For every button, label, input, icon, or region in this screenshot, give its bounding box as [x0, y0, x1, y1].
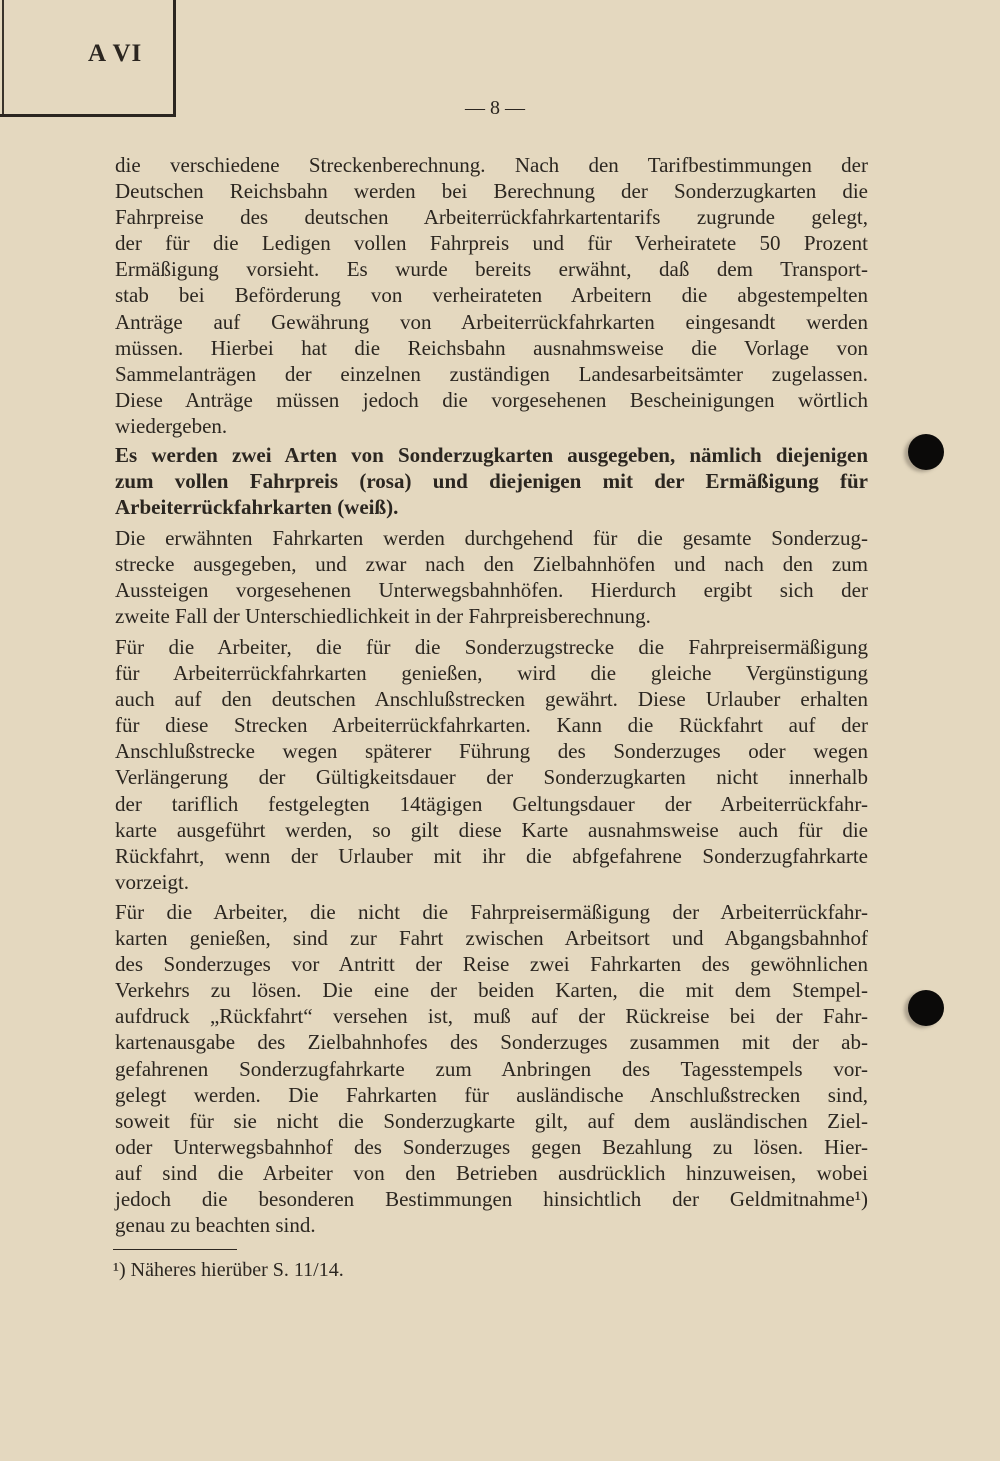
text-line: Deutschen Reichsbahn werden bei Berechnung der Sonderzugkarten die	[115, 179, 868, 204]
section-box-border	[173, 0, 176, 117]
text-line: Ermäßigung vorsieht. Es wurde bereits erwähnt, daß dem Transport-	[115, 257, 868, 282]
text-line: Verkehrs zu lösen. Die eine der beiden Karten, die mit dem Stempel-	[115, 978, 868, 1003]
text-line: Anträge auf Gewährung von Arbeiterrückfahrkarten eingesandt werden	[115, 309, 868, 334]
punch-hole	[908, 434, 944, 470]
text-line: Arbeiterrückfahrkarten (weiß).	[115, 495, 399, 520]
text-line: Für die Arbeiter, die nicht die Fahrpreisermäßigung der Arbeiterrückfahr-	[115, 900, 868, 924]
text-line: Sammelanträgen der einzelnen zuständigen Landesarbeitsämter zugelassen.	[115, 361, 868, 386]
text-line: jedoch die besonderen Bestimmungen hinsichtlich der Geldmitnahme¹)	[115, 1187, 868, 1212]
text-line: Diese Anträge müssen jedoch die vorgesehenen Bescheinigungen wörtlich	[115, 387, 868, 412]
text-line: der tariflich festgelegten 14tägigen Geltungsdauer der Arbeiterrückfahr-	[115, 791, 868, 816]
section-label: A VI	[88, 40, 143, 67]
paragraph	[115, 442, 868, 520]
text-line: müssen. Hierbei hat die Reichsbahn ausnahmsweise die Vorlage von	[115, 335, 868, 360]
text-line: karten genießen, sind zur Fahrt zwischen Arbeitsort und Abgangsbahnhof	[115, 926, 868, 951]
text-line: aufdruck „Rückfahrt“ versehen ist, muß auf der Rückreise bei der Fahr-	[115, 1004, 868, 1029]
text-line: für diese Strecken Arbeiterrückfahrkarten. Kann die Rückfahrt auf der	[115, 713, 868, 738]
text-line: wiedergeben.	[115, 413, 228, 438]
paragraph	[115, 634, 868, 895]
paragraph	[115, 899, 868, 1238]
text-line: auch auf den deutschen Anschlußstrecken gewährt. Diese Urlauber erhalten	[115, 687, 868, 712]
text-line: der für die Ledigen vollen Fahrpreis und für Verheiratete 50 Prozent	[115, 231, 868, 256]
text-line: stab bei Beförderung von verheirateten Arbeitern die abgestempelten	[115, 283, 868, 308]
text-line: vorzeigt.	[115, 869, 190, 894]
text-line: kartenausgabe des Zielbahnhofes des Sonderzuges zusammen mit der ab-	[115, 1030, 868, 1055]
paragraph	[115, 525, 868, 629]
text-line: für Arbeiterrückfahrkarten genießen, wird die gleiche Vergünstigung	[115, 661, 868, 686]
text-line: Anschlußstrecke wegen späterer Führung des Sonderzuges oder wegen	[115, 739, 868, 764]
footnote-rule	[113, 1249, 237, 1250]
text-line: Rückfahrt, wenn der Urlauber mit ihr die abfgefahrene Sonderzugfahrkarte	[115, 843, 868, 868]
page-number: — 8 —	[465, 97, 525, 119]
text-line: die verschiedene Streckenberechnung. Nach den Tarifbestimmungen der	[115, 153, 868, 177]
section-box-border	[0, 114, 176, 117]
text-line: zum vollen Fahrpreis (rosa) und diejenigen mit der Ermäßigung für	[115, 469, 868, 494]
text-line: Für die Arbeiter, die für die Sonderzugstrecke die Fahrpreisermäßigung	[115, 635, 868, 659]
text-line: Verlängerung der Gültigkeitsdauer der Sonderzugkarten nicht innerhalb	[115, 765, 868, 790]
text-line: karte ausgeführt werden, so gilt diese Karte ausnahmsweise auch für die	[115, 817, 868, 842]
text-line: gefahrenen Sonderzugfahrkarte zum Anbringen des Tagesstempels vor-	[115, 1056, 868, 1081]
text-line: auf sind die Arbeiter von den Betrieben ausdrücklich hinzuweisen, wobei	[115, 1160, 868, 1185]
punch-hole	[908, 990, 944, 1026]
text-line: des Sonderzuges vor Antritt der Reise zwei Fahrkarten des gewöhnlichen	[115, 952, 868, 977]
text-line: oder Unterwegsbahnhof des Sonderzuges gegen Bezahlung zu lösen. Hier-	[115, 1134, 868, 1159]
paragraph	[115, 152, 868, 439]
text-line: soweit für sie nicht die Sonderzugkarte gilt, auf dem ausländischen Ziel-	[115, 1108, 868, 1133]
footnote: ¹) Näheres hierüber S. 11/14.	[113, 1259, 344, 1281]
text-line: strecke ausgegeben, und zwar nach den Zielbahnhöfen und nach den zum	[115, 552, 868, 577]
text-line: genau zu beachten sind.	[115, 1213, 316, 1238]
text-line: zweite Fall der Unterschiedlichkeit in der Fahrpreisberechnung.	[115, 604, 651, 629]
text-line: Aussteigen vorgesehenen Unterwegsbahnhöfen. Hierdurch ergibt sich der	[115, 578, 868, 603]
page-border	[2, 0, 4, 117]
text-line: Es werden zwei Arten von Sonderzugkarten ausgegeben, nämlich diejenigen	[115, 443, 868, 467]
text-line: Die erwähnten Fahrkarten werden durchgehend für die gesamte Sonderzug-	[115, 526, 868, 550]
text-line: Fahrpreise des deutschen Arbeiterrückfahrkartentarifs zugrunde gelegt,	[115, 205, 868, 230]
text-line: gelegt werden. Die Fahrkarten für ausländische Anschlußstrecken sind,	[115, 1082, 868, 1107]
